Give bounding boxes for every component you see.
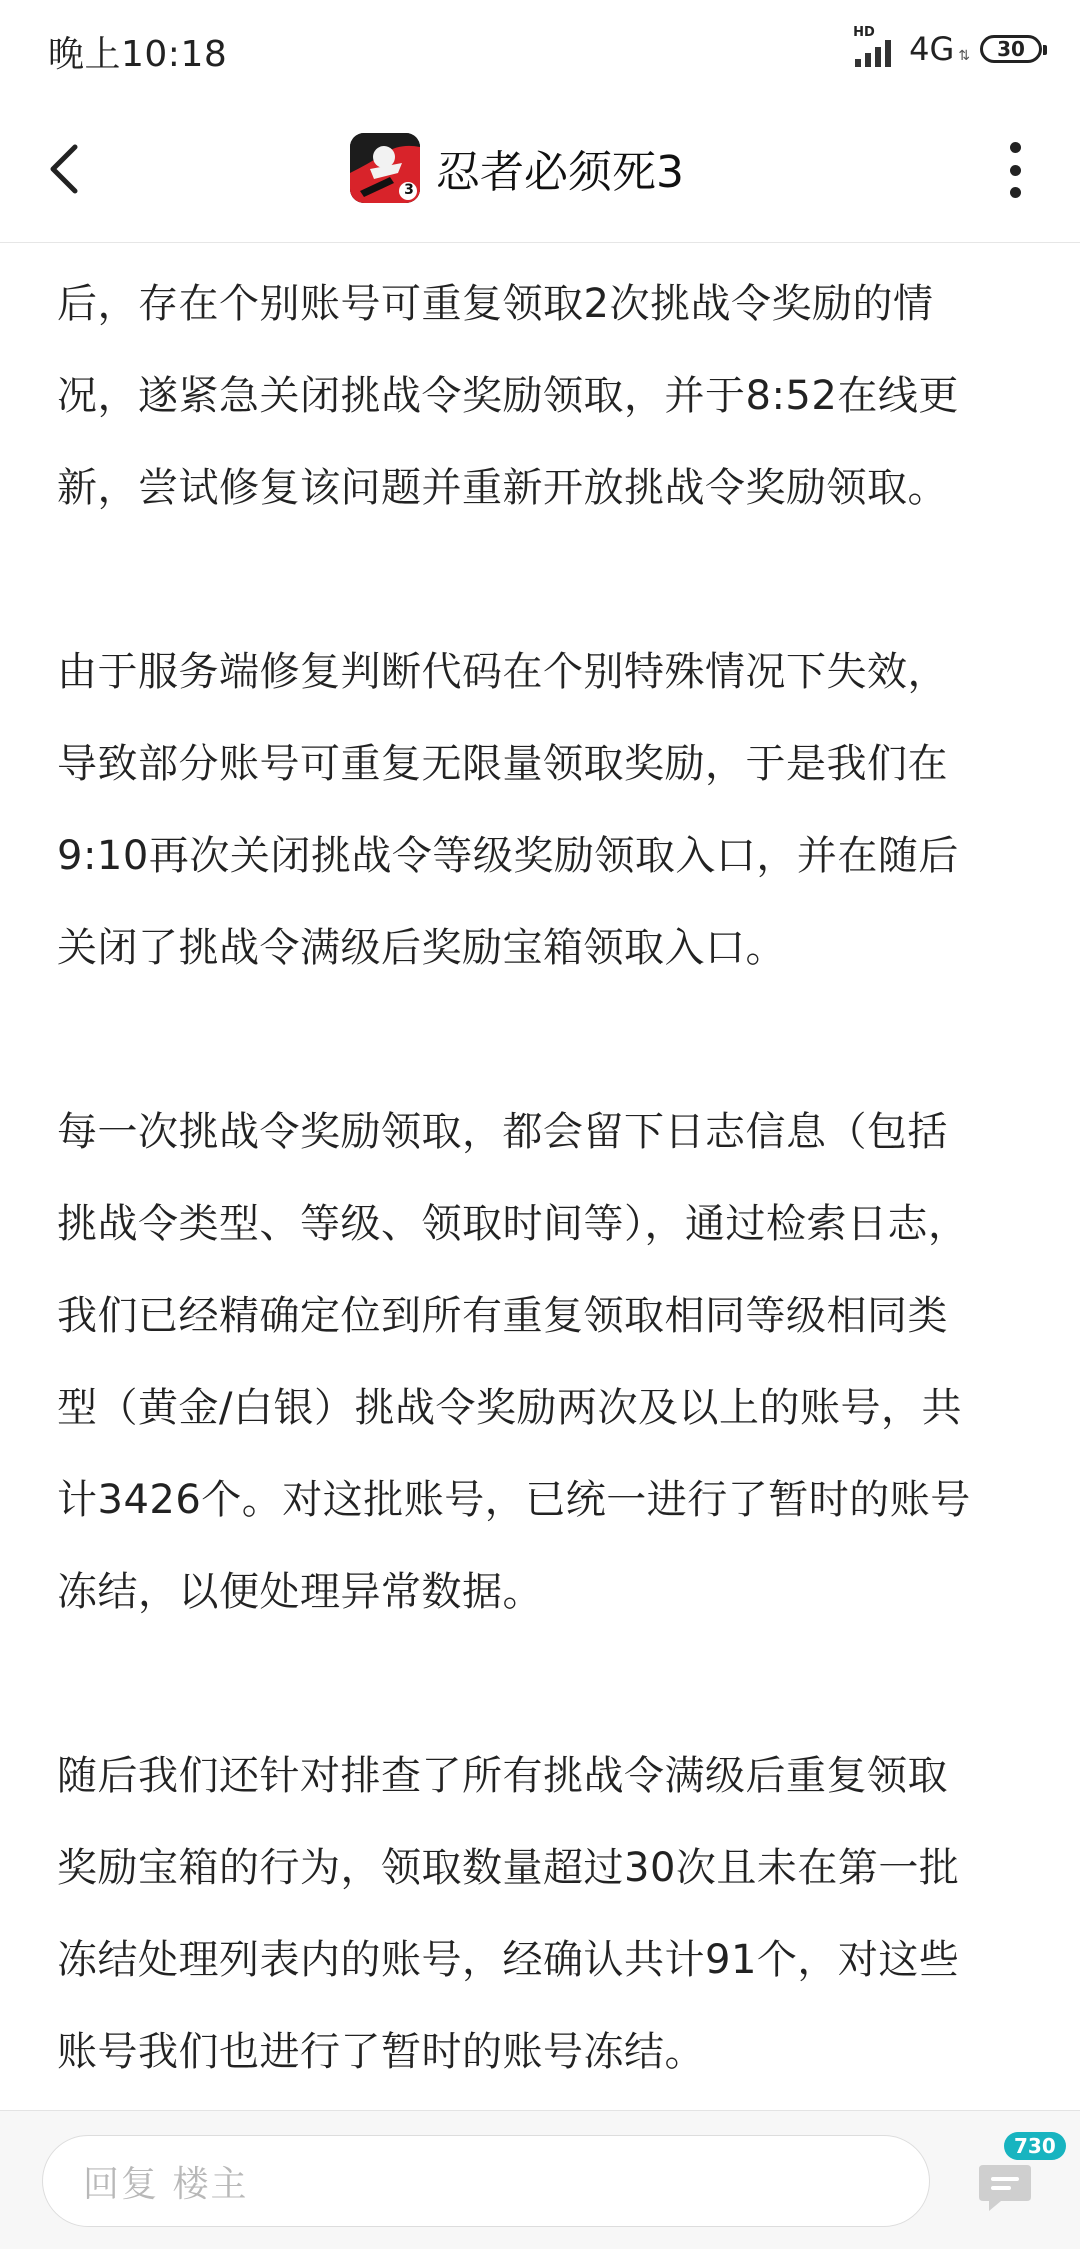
page-title: 忍者必须死3 [436, 147, 684, 198]
game-logo [350, 133, 420, 203]
post-paragraph [57, 626, 1037, 994]
reply-placeholder: 回复 楼主 [83, 2163, 249, 2205]
text-line: 我们已经精确定位到所有重复领取相同等级相同类 [57, 1293, 948, 1339]
text-line: 每一次挑战令奖励领取，都会留下日志信息（包括 [57, 1109, 948, 1155]
more-dot-icon [1010, 142, 1021, 153]
reply-input[interactable] [42, 2135, 930, 2227]
text-line: 计3426个。对这批账号，已统一进行了暂时的账号 [57, 1477, 971, 1523]
text-line: 型（黄金/白银）挑战令奖励两次及以上的账号，共 [57, 1385, 962, 1431]
network-type: 4G [909, 30, 955, 68]
text-line: 奖励宝箱的行为，领取数量超过30次且未在第一批 [57, 1845, 960, 1891]
status-icons [855, 26, 1042, 72]
post-content [57, 258, 1037, 2190]
comment-count-badge: 730 [1004, 2132, 1066, 2160]
signal-icon [853, 25, 899, 69]
text-line: 导致部分账号可重复无限量领取奖励，于是我们在 [57, 741, 948, 787]
battery-icon [980, 35, 1042, 63]
post-paragraph [57, 1086, 1037, 1638]
battery-level: 30 [997, 37, 1025, 61]
chevron-left-icon [47, 143, 81, 195]
more-options-button[interactable] [1000, 142, 1030, 198]
post-paragraph [57, 1730, 1037, 2098]
text-line: 冻结，以便处理异常数据。 [57, 1569, 543, 1615]
text-line: 由于服务端修复判断代码在个别特殊情况下失效， [57, 649, 948, 695]
status-bar [0, 0, 1080, 96]
hd-label: HD [853, 25, 875, 40]
text-line: 随后我们还针对排查了所有挑战令满级后重复领取 [57, 1753, 948, 1799]
text-line: 新，尝试修复该问题并重新开放挑战令奖励领取。 [57, 465, 948, 511]
text-line: 后，存在个别账号可重复领取2次挑战令奖励的情 [57, 281, 934, 327]
post-paragraph [57, 258, 1037, 534]
comments-button[interactable] [975, 2157, 1035, 2217]
text-line: 挑战令类型、等级、领取时间等），通过检索日志， [57, 1201, 969, 1247]
more-dot-icon [1010, 187, 1021, 198]
title-group [350, 130, 684, 206]
text-line: 况，遂紧急关闭挑战令奖励领取，并于8:52在线更 [57, 373, 959, 419]
more-dot-icon [1010, 165, 1021, 176]
status-time: 晚上10:18 [48, 34, 228, 75]
bottom-reply-bar [0, 2110, 1080, 2249]
data-activity-icon: ⇅ [958, 48, 970, 64]
logo-badge: 3 [404, 182, 414, 198]
text-line: 冻结处理列表内的账号，经确认共计91个，对这些 [57, 1937, 960, 1983]
navigation-bar [0, 96, 1080, 243]
text-line: 账号我们也进行了暂时的账号冻结。 [57, 2029, 705, 2075]
back-button[interactable] [34, 136, 94, 202]
comment-icon [975, 2157, 1035, 2217]
text-line: 9:10再次关闭挑战令等级奖励领取入口，并在随后 [57, 833, 959, 879]
text-line: 关闭了挑战令满级后奖励宝箱领取入口。 [57, 925, 786, 971]
